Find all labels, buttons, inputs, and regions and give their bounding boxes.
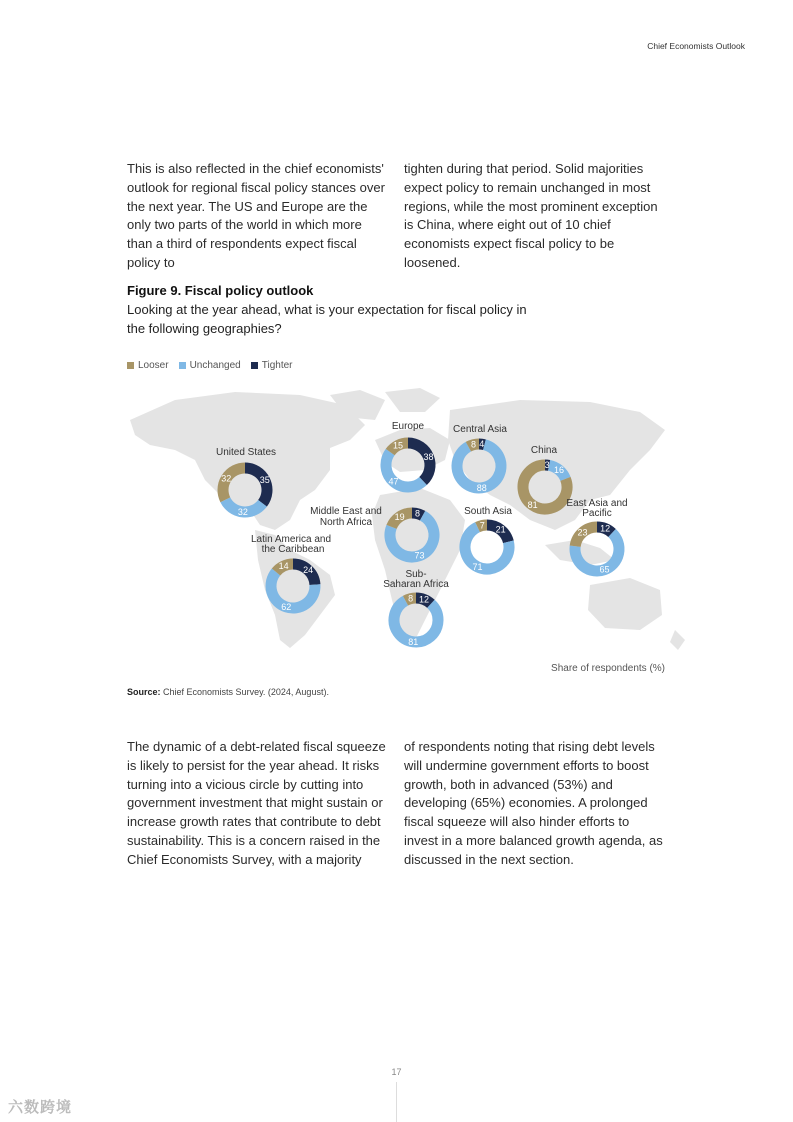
donut-value-latin-america-and-the-caribbean-unchanged: 62 [281,601,292,612]
donut-south-asia [464,506,512,572]
source-text: Chief Economists Survey. (2024, August). [163,687,329,697]
intro-left-column: This is also reflected in the chief economists' outlook for regional fiscal policy stances over the next year. The US and Europe are the only two parts of the world in which more than a third of respondents expect fiscal policy to [127,161,385,270]
donut-value-china-looser: 81 [527,500,538,511]
donut-value-europe-unchanged: 47 [388,476,399,487]
closing-right-column: of respondents noting that rising debt levels will undermine government efforts to boost growth, both in advanced (53%) and developing (65%) economies. A prolonged fiscal squeeze will also hinder efforts to invest in a more balanced growth agenda, as discussed in the next section. [404,739,663,867]
figure-title: Figure 9. Fiscal policy outlook [127,283,314,298]
donut-value-china-unchanged: 16 [553,465,565,475]
donut-label-central-asia: Central Asia [453,424,507,435]
closing-left-column: The dynamic of a debt-related fiscal squeeze is likely to persist for the year ahead. It risks turning into a vicious circle by cutting into government investment that might sustain or increase growth rates that contribute to debt sustainability. This is a concern raised in the Chief Economists Survey, with a majority [127,739,386,867]
donut-value-latin-america-and-the-caribbean-tighter: 24 [303,565,314,575]
donut-label-east-asia-and-pacific: East Asia and [566,498,628,509]
donut-label-east-asia-and-pacific: Pacific [582,508,612,519]
page-footer-rule [396,1082,397,1122]
donut-value-china-tighter: 3 [544,460,550,471]
donut-value-middle-east-and-north-africa-tighter: 8 [414,508,421,519]
donut-label-china: China [530,445,558,456]
donut-value-central-asia-unchanged: 88 [476,482,487,493]
donut-value-east-asia-and-pacific-looser: 23 [577,527,588,538]
donut-value-south-asia-tighter: 21 [495,524,506,535]
donut-value-united-states-tighter: 35 [259,475,270,486]
legend-label-looser: Looser [138,360,169,371]
donut-label-sub-saharan-africa: Sub- [405,569,427,580]
donut-value-sub-saharan-africa-unchanged: 81 [408,636,419,647]
source-label: Source: [127,687,161,697]
donut-value-sub-saharan-africa-tighter: 12 [418,594,430,605]
donut-value-latin-america-and-the-caribbean-looser: 14 [278,561,289,572]
donut-label-south-asia: South Asia [464,506,512,517]
donut-value-east-asia-and-pacific-tighter: 12 [600,523,611,534]
donut-value-south-asia-unchanged: 71 [472,561,483,572]
donut-label-latin-america-and-the-caribbean: Latin America and [250,534,332,545]
donut-value-europe-looser: 15 [392,440,404,451]
donut-value-east-asia-and-pacific-unchanged: 65 [599,564,610,575]
intro-right-column: tighten during that period. Solid majorities expect policy to remain unchanged in most regions, while the most prominent exception is China, where eight out of 10 chief economists expect fiscal policy to be loosened. [404,161,658,270]
donut-value-sub-saharan-africa-looser: 8 [408,593,414,604]
legend-label-tighter: Tighter [261,360,293,371]
page-number: 17 [391,1067,402,1077]
donut-label-middle-east-and-north-africa: North Africa [319,517,373,528]
donut-value-south-asia-looser: 7 [479,520,485,531]
donut-label-sub-saharan-africa: Saharan Africa [383,579,449,590]
donut-label-united-states: United States [215,447,277,458]
watermark-logo: 六数跨境 [8,1099,73,1116]
donut-value-europe-tighter: 38 [423,451,434,462]
axis-note: Share of respondents (%) [551,663,665,674]
donut-value-middle-east-and-north-africa-unchanged: 73 [414,550,425,561]
donut-value-united-states-looser: 32 [221,473,232,484]
header-label: Chief Economists Outlook [647,41,745,51]
donut-label-middle-east-and-north-africa: Middle East and [310,506,382,517]
donut-value-united-states-unchanged: 32 [237,506,248,517]
donut-label-latin-america-and-the-caribbean: the Caribbean [261,544,325,555]
donut-value-middle-east-and-north-africa-looser: 19 [394,511,405,522]
figure-source [127,687,329,697]
donut-value-central-asia-tighter: 4 [479,439,485,450]
donut-label-europe: Europe [391,421,425,432]
donut-value-central-asia-looser: 8 [470,439,477,450]
figure-question: Looking at the year ahead, what is your expectation for fiscal policy in the following geographies? [127,302,527,336]
legend-label-unchanged: Unchanged [189,360,241,371]
